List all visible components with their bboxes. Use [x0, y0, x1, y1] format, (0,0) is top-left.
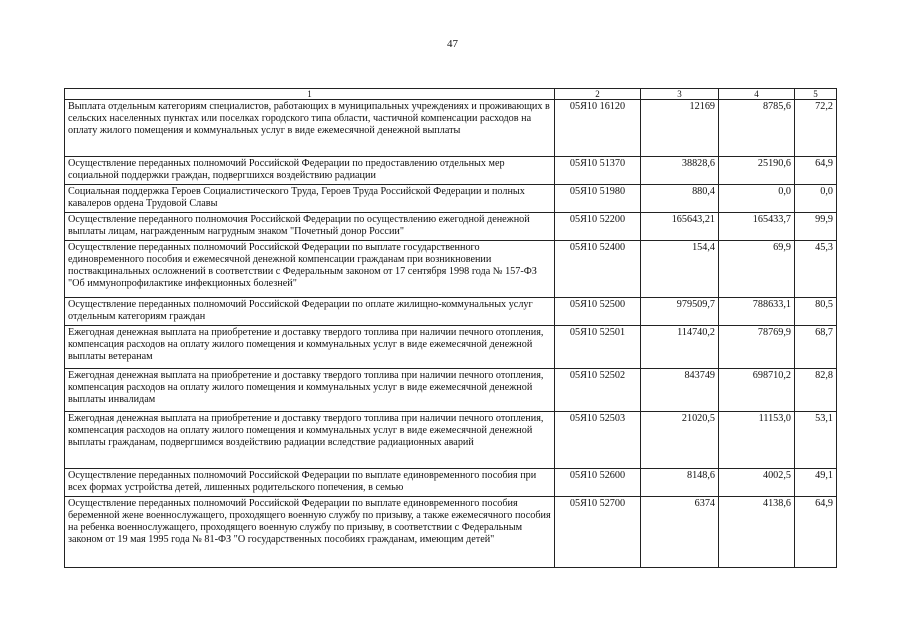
row-value-3: 979509,7 [641, 298, 719, 326]
row-code: 05Я10 52503 [555, 412, 641, 469]
row-code: 05Я10 51980 [555, 185, 641, 213]
row-code: 05Я10 52501 [555, 326, 641, 369]
header-col-1: 1 [65, 89, 555, 100]
row-name: Осуществление переданных полномочий Российской Федерации по оплате жилищно-коммунальных услуг отдельным категориям граждан [65, 298, 555, 326]
table-row [65, 497, 837, 568]
row-code: 05Я10 52200 [555, 213, 641, 241]
table-row [65, 185, 837, 213]
row-value-3: 6374 [641, 497, 719, 568]
row-code: 05Я10 52400 [555, 241, 641, 298]
row-value-4: 8785,6 [719, 100, 795, 157]
row-name: Осуществление переданных полномочий Российской Федерации по выплате государственного единовременного пособия и ежемесячной денежной компенсации гражданам при возникновении поствакцинальных осложнений в соответствии с Федеральным законом от 17 сентября 1998 года № 157-ФЗ "Об иммунопрофилактике инфекционных болезней" [65, 241, 555, 298]
row-name: Ежегодная денежная выплата на приобретение и доставку твердого топлива при наличии печного отопления, компенсация расходов на оплату жилого помещения и коммунальных услуг в виде ежемесячной денежной выплаты гражданам, подвергшимся воздействию радиации вследствие радиационных аварий [65, 412, 555, 469]
row-value-3: 165643,21 [641, 213, 719, 241]
row-value-3: 154,4 [641, 241, 719, 298]
row-value-3: 843749 [641, 369, 719, 412]
row-value-3: 12169 [641, 100, 719, 157]
row-code: 05Я10 51370 [555, 157, 641, 185]
header-col-2: 2 [555, 89, 641, 100]
table-row [65, 241, 837, 298]
row-value-5: 0,0 [795, 185, 837, 213]
row-value-3: 114740,2 [641, 326, 719, 369]
row-code: 05Я10 52502 [555, 369, 641, 412]
row-code: 05Я10 16120 [555, 100, 641, 157]
header-col-4: 4 [719, 89, 795, 100]
row-code: 05Я10 52600 [555, 469, 641, 497]
row-name: Осуществление переданных полномочий Российской Федерации по выплате единовременного пособия при всех формах устройства детей, лишенных родительского попечения, в семью [65, 469, 555, 497]
row-name: Выплата отдельным категориям специалистов, работающих в муниципальных учреждениях и проживающих в сельских населенных пунктах или поселках городского типа области, частичной компенсации расходов на оплату жилого помещения и коммунальных услуг в виде ежемесячной денежной выплаты [65, 100, 555, 157]
row-value-5: 82,8 [795, 369, 837, 412]
row-value-5: 72,2 [795, 100, 837, 157]
row-value-5: 68,7 [795, 326, 837, 369]
row-value-4: 4002,5 [719, 469, 795, 497]
row-value-4: 4138,6 [719, 497, 795, 568]
row-value-4: 11153,0 [719, 412, 795, 469]
row-value-5: 53,1 [795, 412, 837, 469]
row-value-4: 788633,1 [719, 298, 795, 326]
table-row [65, 213, 837, 241]
table-row [65, 157, 837, 185]
row-value-4: 25190,6 [719, 157, 795, 185]
row-name: Осуществление переданных полномочий Российской Федерации по предоставлению отдельных мер социальной поддержки граждан, подвергшихся воздействию радиации [65, 157, 555, 185]
table-header-row [65, 89, 837, 100]
row-value-5: 49,1 [795, 469, 837, 497]
row-value-4: 78769,9 [719, 326, 795, 369]
row-name: Осуществление переданного полномочия Российской Федерации по осуществлению ежегодной денежной выплаты лицам, награжденным нагрудным знаком "Почетный донор России" [65, 213, 555, 241]
table-row [65, 369, 837, 412]
row-name: Социальная поддержка Героев Социалистического Труда, Героев Труда Российской Федерации и полных кавалеров ордена Трудовой Славы [65, 185, 555, 213]
header-col-5: 5 [795, 89, 837, 100]
row-value-3: 38828,6 [641, 157, 719, 185]
row-value-4: 165433,7 [719, 213, 795, 241]
row-value-3: 21020,5 [641, 412, 719, 469]
table-row [65, 298, 837, 326]
table-row [65, 469, 837, 497]
row-value-5: 64,9 [795, 497, 837, 568]
row-name: Осуществление переданных полномочий Российской Федерации по выплате единовременного пособия беременной жене военнослужащего, проходящего военную службу по призыву, а также ежемесячного пособия на ребенка военнослужащего, проходящего военную службу по призыву, в соответствии с Федеральным законом от 19 мая 1995 года № 81-ФЗ "О государственных пособиях гражданам, имеющим детей" [65, 497, 555, 568]
row-value-5: 99,9 [795, 213, 837, 241]
page-number: 47 [447, 38, 458, 50]
row-value-3: 880,4 [641, 185, 719, 213]
table-row [65, 326, 837, 369]
row-value-5: 80,5 [795, 298, 837, 326]
table-row [65, 412, 837, 469]
row-name: Ежегодная денежная выплата на приобретение и доставку твердого топлива при наличии печного отопления, компенсация расходов на оплату жилого помещения и коммунальных услуг в виде ежемесячной денежной выплаты ветеранам [65, 326, 555, 369]
row-value-5: 45,3 [795, 241, 837, 298]
row-code: 05Я10 52500 [555, 298, 641, 326]
table-row [65, 100, 837, 157]
row-value-4: 69,9 [719, 241, 795, 298]
row-value-3: 8148,6 [641, 469, 719, 497]
budget-table [64, 88, 837, 568]
row-name: Ежегодная денежная выплата на приобретение и доставку твердого топлива при наличии печного отопления, компенсация расходов на оплату жилого помещения и коммунальных услуг в виде ежемесячной денежной выплаты инвалидам [65, 369, 555, 412]
row-value-4: 0,0 [719, 185, 795, 213]
row-value-4: 698710,2 [719, 369, 795, 412]
row-value-5: 64,9 [795, 157, 837, 185]
header-col-3: 3 [641, 89, 719, 100]
row-code: 05Я10 52700 [555, 497, 641, 568]
